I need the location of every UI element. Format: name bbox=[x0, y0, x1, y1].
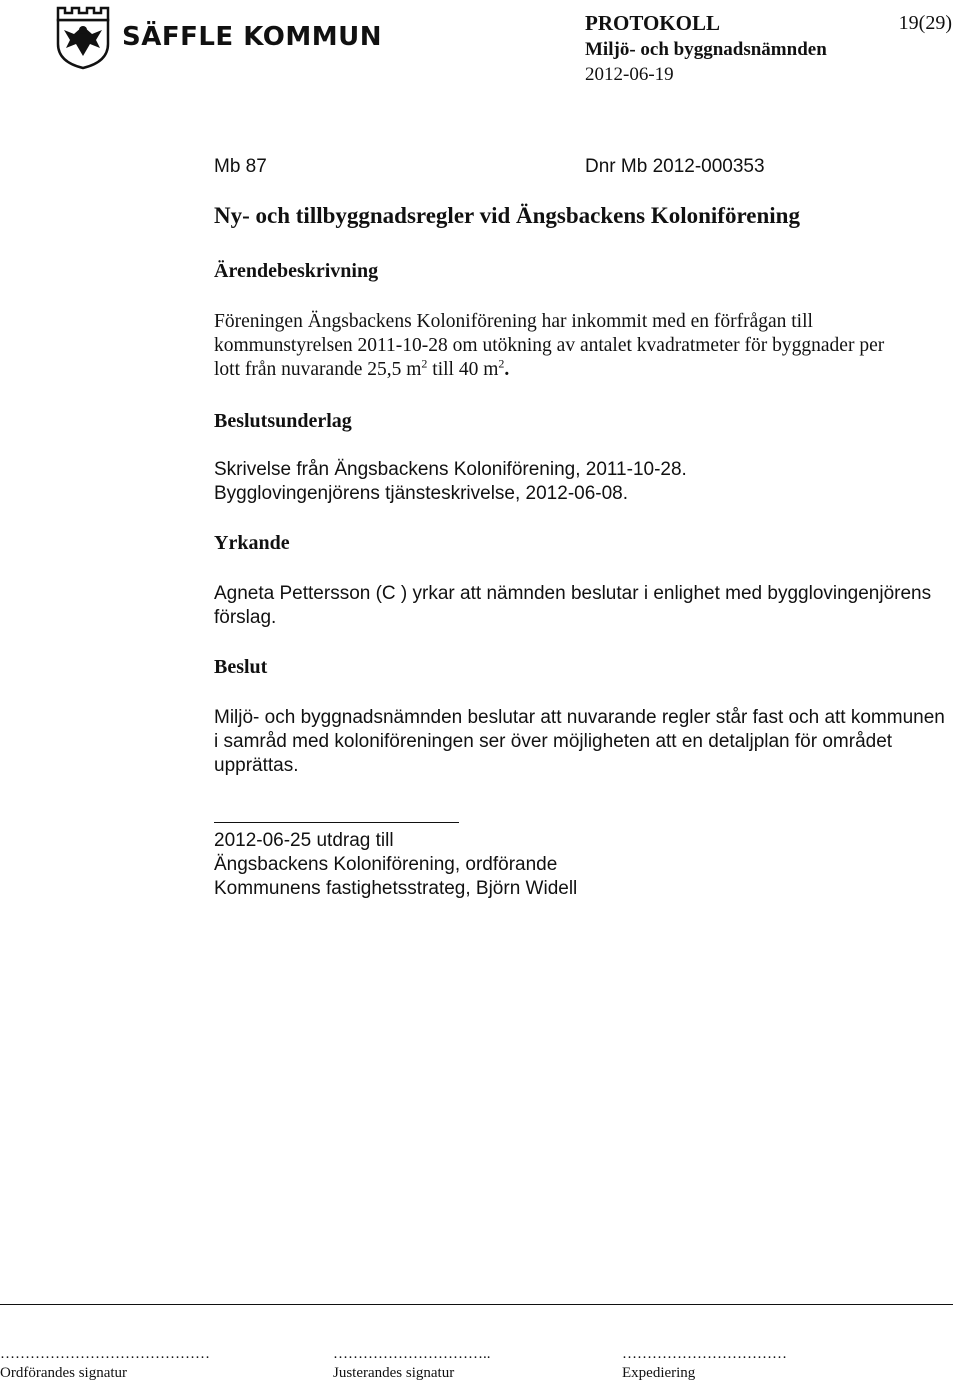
divider bbox=[214, 822, 459, 823]
case-description bbox=[214, 310, 954, 382]
signature-label-dispatch: Expediering bbox=[622, 1365, 696, 1381]
text-line: Kommunens fastighetsstrateg, Björn Widell bbox=[214, 878, 578, 899]
decision-basis-list bbox=[214, 458, 960, 506]
motion-text bbox=[214, 582, 960, 630]
list-item: Skrivelse från Ängsbackens Koloniförening, 2011-10-28. bbox=[214, 459, 687, 480]
text-line: Föreningen Ängsbackens Koloniförening har inkommit med en förfrågan till bbox=[214, 311, 813, 332]
municipality-logo bbox=[52, 4, 382, 70]
signature-line-chair: …………………………………… bbox=[0, 1346, 210, 1362]
registration-number: Dnr Mb 2012-000353 bbox=[585, 156, 765, 177]
signature-label-adjuster: Justerandes signatur bbox=[333, 1365, 455, 1381]
text-line bbox=[214, 358, 954, 382]
section-heading-beslut: Beslut bbox=[214, 656, 268, 678]
list-item: Bygglovingenjörens tjänsteskrivelse, 2012-06-08. bbox=[214, 483, 629, 504]
decision-text bbox=[214, 706, 960, 778]
signature-line-adjuster: ………………………….. bbox=[333, 1346, 491, 1362]
text-fragment: till 40 m bbox=[427, 359, 499, 380]
section-heading-underlag: Beslutsunderlag bbox=[214, 410, 352, 432]
superscript: 2 bbox=[421, 356, 428, 371]
text-fragment: . bbox=[504, 359, 510, 380]
superscript: 2 bbox=[498, 356, 505, 371]
text-line: Miljö- och byggnadsnämnden beslutar att nuvarande regler står fast och att kommunen bbox=[214, 707, 945, 728]
coat-of-arms-icon bbox=[52, 4, 114, 70]
text-line: i samråd med koloniföreningen ser över möjligheten att en detaljplan för området bbox=[214, 731, 893, 752]
case-number: Mb 87 bbox=[214, 156, 267, 177]
signature-line-dispatch: …………………………… bbox=[622, 1346, 787, 1362]
section-heading-yrkande: Yrkande bbox=[214, 532, 290, 554]
section-heading-arende: Ärendebeskrivning bbox=[214, 260, 379, 282]
text-line: Ängsbackens Koloniförening, ordförande bbox=[214, 854, 558, 875]
logo-wordmark: SÄFFLE KOMMUN bbox=[122, 22, 382, 52]
committee-name: Miljö- och byggnadsnämnden bbox=[585, 39, 827, 60]
text-line: förslag. bbox=[214, 607, 277, 628]
text-line: 2012-06-25 utdrag till bbox=[214, 830, 394, 851]
text-fragment: lott från nuvarande 25,5 m bbox=[214, 359, 422, 380]
document-type: PROTOKOLL bbox=[585, 11, 720, 35]
case-title: Ny- och tillbyggnadsregler vid Ängsbackens Koloniförening bbox=[214, 203, 800, 228]
meeting-date: 2012-06-19 bbox=[585, 64, 674, 85]
text-line: Agneta Pettersson (C ) yrkar att nämnden beslutar i enlighet med bygglovingenjörens bbox=[214, 583, 932, 604]
distribution-list bbox=[214, 829, 960, 901]
text-line: upprättas. bbox=[214, 755, 299, 776]
page-number: 19(29) bbox=[898, 12, 952, 34]
signature-label-chair: Ordförandes signatur bbox=[0, 1365, 128, 1381]
text-line: kommunstyrelsen 2011-10-28 om utökning av antalet kvadratmeter för byggnader per bbox=[214, 335, 885, 356]
footer-divider bbox=[0, 1304, 953, 1305]
